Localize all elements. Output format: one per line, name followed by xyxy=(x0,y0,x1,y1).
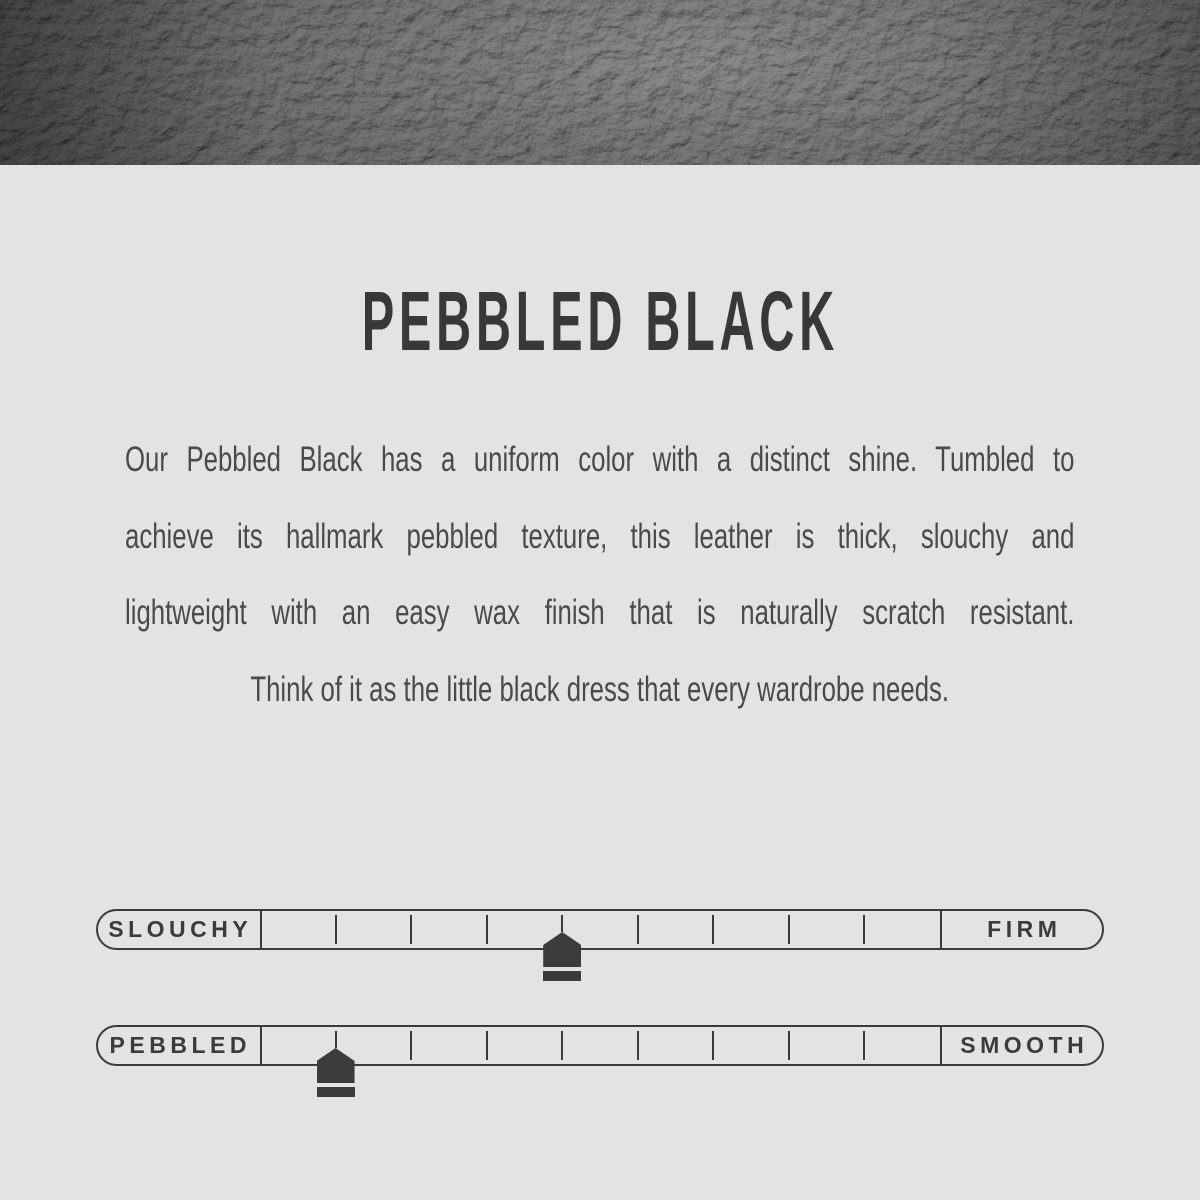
scale-tick xyxy=(561,915,563,932)
description-line-4: Think of it as the little black dress that every wardrobe needs. xyxy=(250,669,950,709)
leather-texture-photo xyxy=(0,0,1200,165)
scale-marker xyxy=(317,1048,355,1097)
page-title xyxy=(0,274,1200,368)
scale-tick xyxy=(712,915,714,944)
scale-left-divider xyxy=(260,909,262,950)
description-line-2: achieve its hallmark pebbled texture, this leather is thick, slouchy and xyxy=(125,516,1075,556)
scale-left-label: SLOUCHY xyxy=(108,916,253,942)
marker-pointer-icon xyxy=(543,932,581,967)
hero-vignette xyxy=(0,0,1200,165)
slouchy-firm-scale xyxy=(96,909,1104,1009)
scale-tick xyxy=(410,1031,412,1060)
scale-tick xyxy=(637,1031,639,1060)
scale-tick xyxy=(788,915,790,944)
scale-left-label: PEBBLED xyxy=(109,1032,251,1058)
scale-tick xyxy=(335,1031,337,1048)
scale-right-label: FIRM xyxy=(987,916,1062,942)
scale-tick xyxy=(410,915,412,944)
description-line-1: Our Pebbled Black has a uniform color with a distinct shine. Tumbled to xyxy=(125,440,1075,479)
marker-base-bar xyxy=(543,971,581,981)
scale-tick xyxy=(335,915,337,944)
page-title-text: PEBBLED BLACK xyxy=(361,274,839,368)
scale-right-label: SMOOTH xyxy=(960,1032,1089,1058)
pebbled-smooth-scale xyxy=(96,1025,1104,1125)
scale-tick xyxy=(863,915,865,944)
scale-tick xyxy=(712,1031,714,1060)
marker-pointer-icon xyxy=(317,1048,355,1083)
scale-tick xyxy=(637,915,639,944)
description-line-3: lightweight with an easy wax finish that is naturally scratch resistant. xyxy=(125,593,1075,632)
description-paragraph xyxy=(125,422,1075,728)
scale-tick xyxy=(486,1031,488,1060)
scale-marker xyxy=(543,932,581,981)
scale-tick xyxy=(863,1031,865,1060)
scale-tick xyxy=(486,915,488,944)
scale-tick xyxy=(561,1031,563,1060)
scale-tick xyxy=(788,1031,790,1060)
scale-left-divider xyxy=(260,1025,262,1066)
marker-base-bar xyxy=(317,1087,355,1097)
